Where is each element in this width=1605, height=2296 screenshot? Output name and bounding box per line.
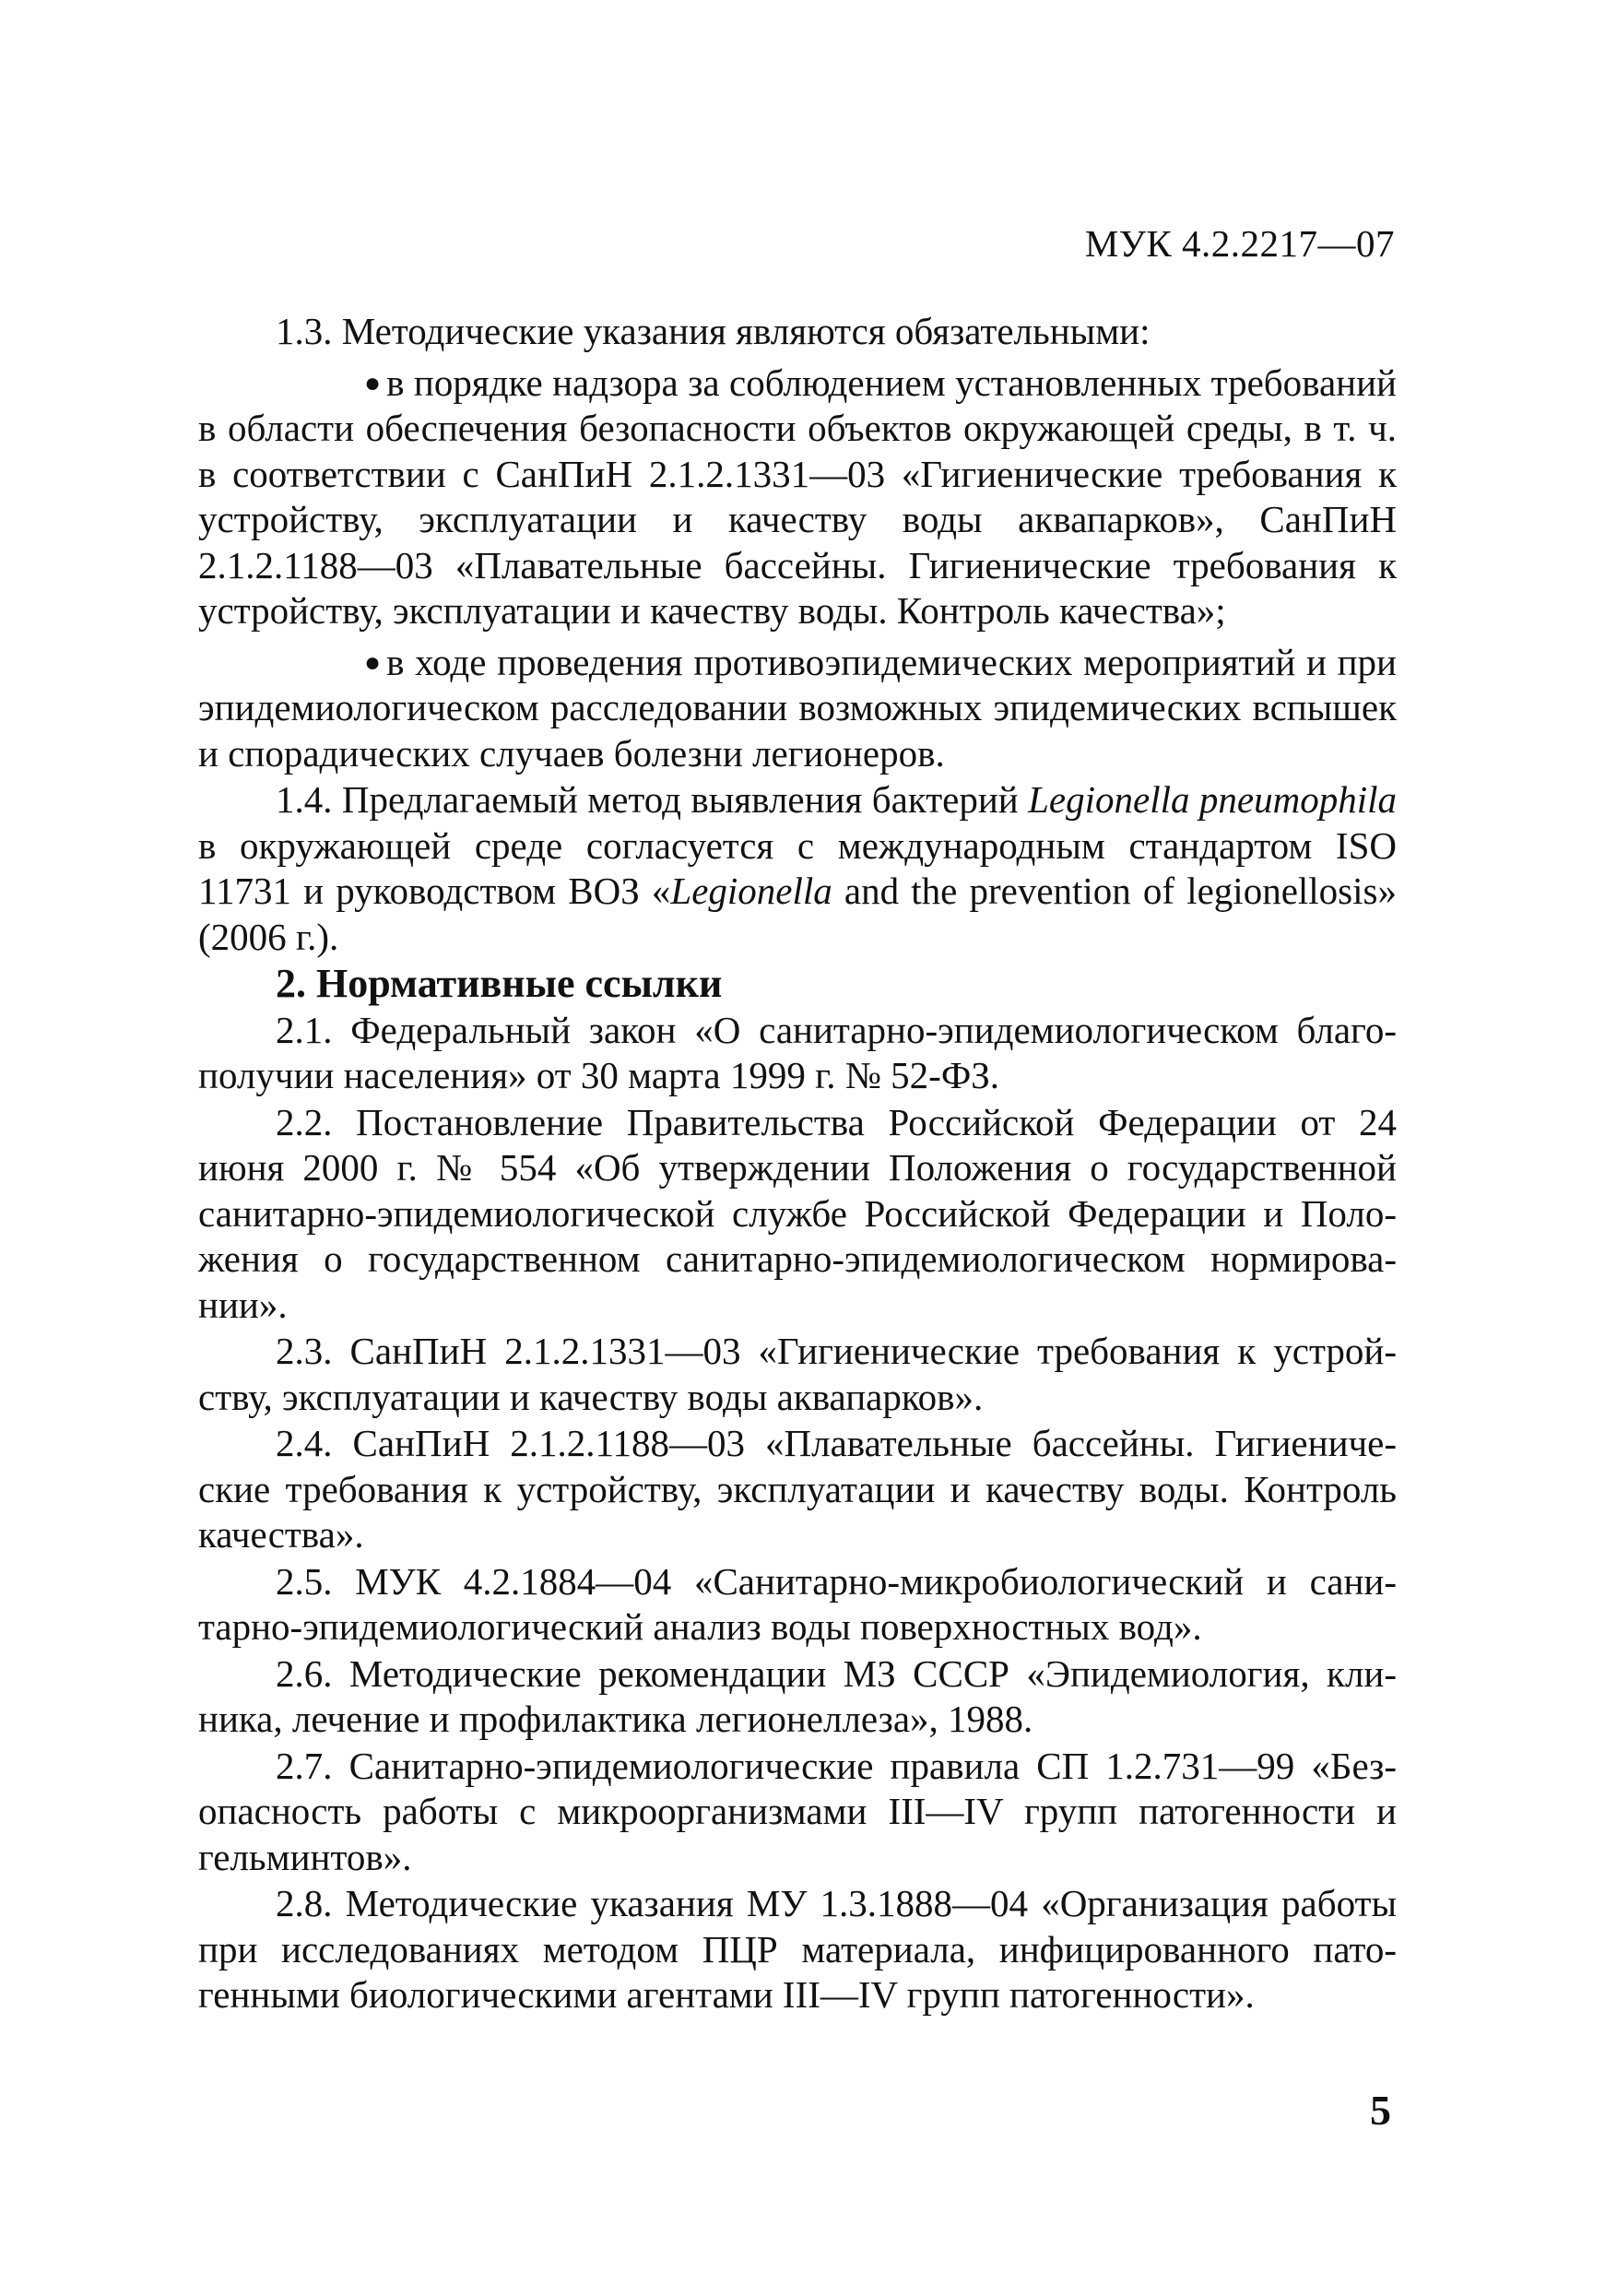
reference-item-2-1: 2.1. Федеральный закон «О санитарно-эпидемиологическом благополучии населения» от 30 марта 1999 г. № 52-ФЗ. [198,1008,1397,1096]
paragraph-1-3-intro: 1.3. Методические указания являются обязательными: [276,310,1151,352]
bullet-dot-icon: ● [364,646,382,678]
page-number: 5 [1370,2087,1391,2134]
paragraph-text: 1.4. Предлагаемый метод выявления бактерий [276,778,1029,821]
species-name-italic: Legionella pneumophila [1028,778,1397,821]
reference-item-2-8: 2.8. Методические указания МУ 1.3.1888—04 «Организация работы при исследованиях методом ПЦР материала, инфицированного патогенными биологическими агентами III—IV групп патогенности». [198,1882,1397,2016]
page-content [198,309,1397,2019]
paragraph-text: and the prevention of legionellosis» (2006 г.). [198,870,1397,958]
bullet-dot-icon: ● [364,367,382,398]
reference-item-2-7: 2.7. Санитарно-эпидемиологические правила СП 1.2.731—99 «Безопасность работы с микроорганизмами III—IV групп патогенности и гельминтов». [198,1744,1397,1878]
reference-item-2-2: 2.2. Постановление Правительства Российской Федерации от 24 июня 2000 г. № 554 «Об утверждении Положения о государственной санитарно-эпидемиологической службе Российской Федерации и Положения о государственном санитарно-эпидемиологическом нормировании». [198,1100,1397,1326]
section-2-title: 2. Нормативные ссылки [276,961,723,1006]
document-code-header: МУК 4.2.2217—07 [1084,222,1395,265]
bullet-text: в ходе проведения противоэпидемических мероприятий и при эпидемиологическом расследовании возможных эпидемических вспышек и спорадических случаев болезни легионеров. [198,640,1397,775]
bullet-text: в порядке надзора за соблюдением установленных требований в области обеспечения безопасности объектов окружающей среды, в т. ч. в соответствии с СанПиН 2.1.2.1331—03 «Гигиенические требования к устройству, эксплуатации и качеству воды аквапарков», СанПиН 2.1.2.1188—03 «Плавательные бассейны. Гигиенические требования к устройству, эксплуатации и качеству воды. Контроль качества»; [198,361,1397,632]
reference-item-2-6: 2.6. Методические рекомендации МЗ СССР «Эпидемиология, клиника, лечение и профилактика легионеллеза», 1988. [198,1651,1397,1740]
bullet-item-epidemic-measures [198,640,1397,777]
reference-item-2-5: 2.5. МУК 4.2.1884—04 «Санитарно-микробиологический и санитарно-эпидемиологический анализ воды поверхностных вод». [198,1559,1397,1648]
genus-name-italic: Legionella [670,870,832,912]
bullet-item-supervision [198,361,1397,634]
paragraph-text: в окружающей среде согласуется с международным стандартом ISO 11731 и руководством ВОЗ « [198,823,1397,912]
reference-item-2-4: 2.4. СанПиН 2.1.2.1188—03 «Плавательные бассейны. Гигиенические требования к устройству, эксплуатации и качеству воды. Контроль качества». [198,1422,1397,1556]
paragraph-1-4 [198,777,1397,960]
reference-item-2-3: 2.3. СанПиН 2.1.2.1331—03 «Гигиенические требования к устройству, эксплуатации и качеству воды аквапарков». [198,1330,1397,1418]
